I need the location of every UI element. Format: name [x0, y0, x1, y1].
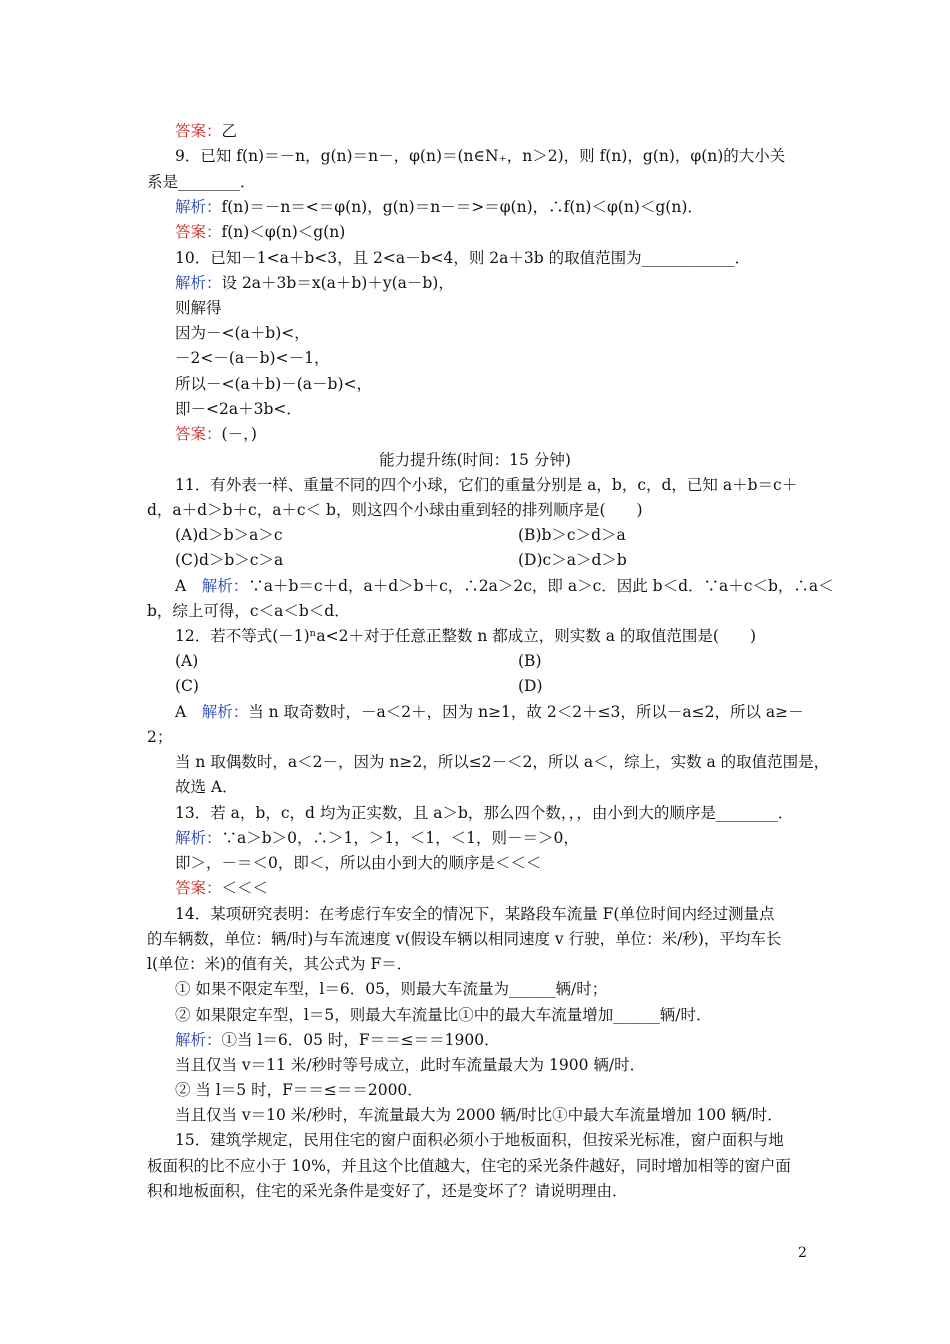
text-line: [175, 751, 829, 773]
text-line: [175, 776, 238, 798]
text-segment: 所以－<(a＋b)－(a－b)<，: [175, 375, 372, 393]
text-segment: (B): [518, 652, 542, 670]
text-segment: 10．已知－1<a＋b<3，且 2<a－b<4，则 2a＋3b 的取值范围为____________．: [175, 249, 751, 267]
option-right-column: [518, 524, 626, 546]
analysis-label: 解析：: [175, 274, 222, 292]
text-segment: ∵a＋b＝c＋d，a＋d＞b＋c，∴2a＞2c，即 a＞c．因此 b＜d．∵a＋c＜b，∴a＜: [248, 577, 834, 595]
text-line: [175, 1104, 783, 1126]
text-line: [175, 625, 756, 647]
analysis-label: 解析：: [201, 703, 249, 721]
text-line: [175, 272, 454, 294]
text-segment: 15．建筑学规定，民用住宅的窗户面积必须小于地板面积，但按采光标准，窗户面积与地: [175, 1131, 784, 1149]
text-line: [175, 675, 199, 697]
text-segment: (A)d＞b＞a＞c: [175, 526, 283, 544]
text-segment: 13．若 a，b，c，d 均为正实数，且 a＞b，那么四个数，，，由小到大的顺序是________．: [175, 804, 794, 822]
text-segment: ② 当 l＝5 时，F＝＝≤＝＝2000．: [175, 1081, 423, 1099]
text-line: [175, 221, 345, 243]
text-line: [175, 474, 797, 496]
text-segment: 2；: [147, 728, 173, 746]
text-segment: (D)c＞a＞d＞b: [518, 551, 627, 569]
text-line: [147, 726, 172, 748]
text-segment: 能力提升练(时间：15 分钟): [379, 451, 571, 469]
analysis-label: 解析：: [175, 1031, 222, 1049]
text-segment: 因为－<(a＋b)<，: [175, 324, 310, 342]
text-line: [175, 1129, 784, 1151]
text-segment: A: [175, 577, 202, 595]
text-segment: 12．若不等式(－1)ⁿa<2＋对于任意正整数 n 都成立，则实数 a 的取值范围是( ): [175, 627, 757, 645]
text-segment: 设 2a＋3b＝x(a＋b)＋y(a－b)，: [221, 274, 454, 292]
text-line: [175, 247, 750, 269]
text-line: [147, 600, 350, 622]
text-segment: ＜＜＜: [221, 879, 269, 897]
text-segment: 即－<2a＋3b<．: [175, 400, 302, 418]
text-line: [175, 423, 257, 445]
text-segment: 系是________．: [147, 173, 256, 191]
answer-label: 答案：: [175, 425, 222, 443]
text-segment: f(n)＝－n＝<＝φ(n)，g(n)＝n－＝>＝φ(n)，∴f(n)＜φ(n)＜g(n)．: [221, 198, 703, 216]
text-segment: (B)b＞c＞d＞a: [518, 526, 626, 544]
text-line: [175, 1029, 500, 1051]
text-line: [175, 196, 703, 218]
text-segment: ① 如果不限定车型，l＝6．05，则最大车流量为______辆/时；: [175, 980, 608, 998]
text-line: [175, 549, 283, 571]
text-line: [147, 499, 643, 521]
text-segment: 则解得: [175, 299, 222, 317]
text-line: [147, 1180, 628, 1202]
text-segment: －2<－(a－b)<－1，: [175, 349, 330, 367]
text-segment: 积和地板面积，住宅的采光条件是变好了，还是变坏了？请说明理由．: [147, 1182, 628, 1200]
text-segment: (C): [175, 677, 199, 695]
text-segment: 9．已知 f(n)＝－n，g(n)＝n－，φ(n)＝(n∈N₊，n＞2)，则 f(n)，g(n)，φ(n)的大小关: [175, 147, 786, 165]
text-line: [175, 347, 329, 369]
option-right-column: [518, 549, 627, 571]
text-line: [175, 1079, 423, 1101]
answer-label: 答案：: [175, 879, 222, 897]
text-segment: ①当 l＝6．05 时，F＝＝≤＝＝1900．: [221, 1031, 500, 1049]
text-segment: 板面积的比不应小于 10%，并且这个比值越大，住宅的采光条件越好，同时增加相等的窗户面: [147, 1157, 791, 1175]
text-segment: 的车辆数，单位：辆/时)与车流速度 v(假设车辆以相同速度 v 行驶，单位：米/秒)，平均车长: [147, 930, 782, 948]
analysis-label: 解析：: [175, 198, 222, 216]
text-line: [175, 120, 237, 142]
text-line: [175, 145, 785, 167]
text-segment: 当 n 取奇数时，－a＜2＋，因为 n≥1，故 2＜2＋≤3，所以－a≤2，所以 a≥－: [248, 703, 804, 721]
text-line: [175, 575, 834, 597]
text-line: [175, 903, 774, 925]
text-line: [147, 953, 412, 975]
text-segment: 11．有外表一样、重量不同的四个小球，它们的重量分别是 a，b，c，d，已知 a＋b＝c＋: [175, 476, 798, 494]
text-line: [175, 852, 541, 874]
text-line: [175, 524, 283, 546]
text-segment: 当且仅当 v＝11 米/秒时等号成立，此时车流量最大为 1900 辆/时．: [175, 1056, 646, 1074]
text-segment: (A): [175, 652, 199, 670]
text-line: [175, 877, 268, 899]
text-line: [175, 297, 222, 319]
text-segment: b，综上可得，c＜a＜b＜d．: [147, 602, 350, 620]
answer-label: 答案：: [175, 223, 222, 241]
answer-label: 答案：: [175, 122, 222, 140]
text-segment: l(单位：米)的值有关，其公式为 F＝．: [147, 955, 413, 973]
text-segment: 即＞，－＝＜0，即＜，所以由小到大的顺序是＜＜＜: [175, 854, 542, 872]
text-segment: (C)d＞b＞c＞a: [175, 551, 284, 569]
text-line: [175, 650, 198, 672]
text-line: [147, 1155, 791, 1177]
text-segment: f(n)＜φ(n)＜g(n): [221, 223, 346, 241]
text-segment: A: [175, 703, 202, 721]
analysis-label: 解析：: [175, 829, 222, 847]
text-segment: ② 如果限定车型，l＝5，则最大车流量比①中的最大车流量增加______辆/时．: [175, 1006, 712, 1024]
page-number: 2: [798, 1245, 807, 1261]
text-line: [175, 827, 579, 849]
text-line: [175, 701, 804, 723]
text-segment: 当 n 取偶数时，a＜2－，因为 n≥2，所以≤2－＜2，所以 a＜，综上，实数 a 的取值范围是，: [175, 753, 830, 771]
text-line: [175, 373, 372, 395]
text-segment: 14．某项研究表明：在考虑行车安全的情况下，某路段车流量 F(单位时间内经过测量点: [175, 905, 775, 923]
section-heading: [0, 449, 950, 471]
text-line: [175, 802, 793, 824]
text-line: [175, 322, 310, 344]
option-right-column: [518, 675, 543, 697]
text-line: [175, 1004, 711, 1026]
text-segment: ∵a＞b＞0，∴＞1，＞1，＜1，＜1，则－＝＞0，: [221, 829, 579, 847]
text-line: [175, 1054, 645, 1076]
analysis-label: 解析：: [201, 577, 249, 595]
text-segment: (D): [518, 677, 543, 695]
option-right-column: [518, 650, 542, 672]
text-segment: 乙: [221, 122, 238, 140]
text-segment: 当且仅当 v＝10 米/秒时，车流量最大为 2000 辆/时比①中最大车流量增加 100 辆/时．: [175, 1106, 783, 1124]
text-line: [147, 928, 781, 950]
text-line: [175, 398, 302, 420]
text-segment: d，a＋d＞b＋c，a＋c＜ b，则这四个小球由重到轻的排列顺序是( ): [147, 501, 643, 519]
text-line: [147, 171, 256, 193]
text-segment: 故选 A．: [175, 778, 238, 796]
text-segment: (－，): [221, 425, 257, 443]
text-line: [175, 978, 607, 1000]
